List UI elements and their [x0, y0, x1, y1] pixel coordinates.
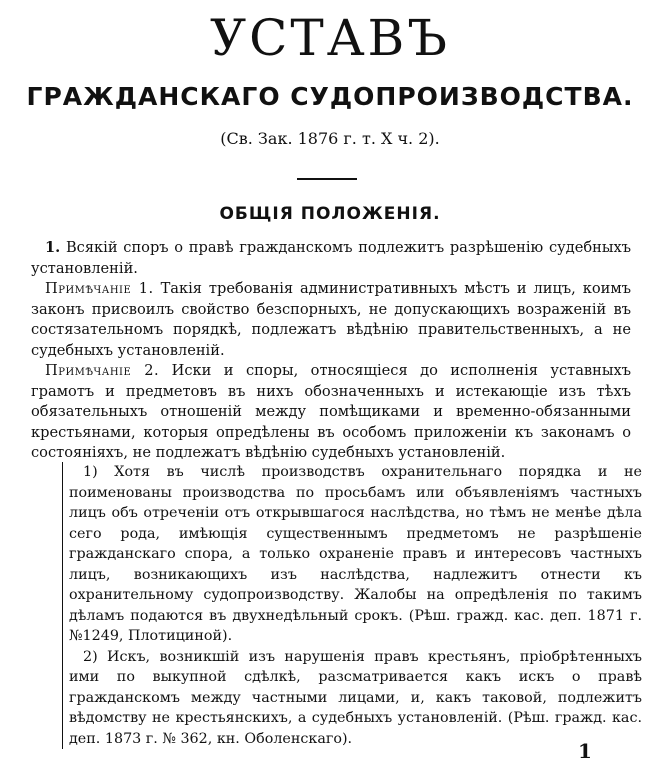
document-title: УСТАВЪ [209, 9, 451, 67]
commentary-block [62, 462, 642, 749]
note-text: Иски и споры, относящіеся до исполненія уставныхъ грамотъ и предметовъ въ нихъ обозначенныхъ и истекающіе изъ тѣхъ обязательныхъ отношеній между помѣщиками и временно-обязанными крестьянами, которыя опредѣлены въ особомъ приложеніи къ законамъ о состояніяхъ, не подлежатъ вѣдѣнію судебныхъ установленій. [31, 362, 632, 461]
section-heading: ОБЩІЯ ПОЛОЖЕНІЯ. [219, 204, 441, 224]
note-1 [31, 279, 631, 361]
article-1 [31, 238, 631, 279]
note-label: Примѣчаніе 1. [45, 280, 154, 297]
page-number: 1 [578, 739, 592, 763]
document-subtitle: ГРАЖДАНСКАГО СУДОПРОИЗВОДСТВА. [26, 82, 634, 111]
main-text [31, 238, 631, 464]
note-text: Такія требованія административныхъ мѣстъ и лицъ, коимъ законъ присвоилъ свойство безспорныхъ, не допускающихъ возраженій въ состязательномъ порядкѣ, подлежатъ вѣдѣнію правительственныхъ, а не судебныхъ установленій. [31, 280, 632, 359]
article-text: Всякій споръ о правѣ гражданскомъ подлежитъ разрѣшенію судебныхъ установленій. [31, 239, 631, 277]
legal-citation: (Св. Зак. 1876 г. т. X ч. 2). [220, 129, 440, 148]
commentary-item: 1) Хотя въ числѣ производствъ охранительнаго порядка и не поименованы производства по просьбамъ или объявленіямъ частныхъ лицъ объ отреченіи отъ открывшагося наслѣдства, но тѣмъ не менѣе дѣла сего рода, имѣющія существеннымъ предметомъ не разрѣшеніе гражданскаго спора, а только охраненіе правъ и интересовъ частныхъ лицъ, возникающихъ изъ наслѣдства, надлежитъ отнести къ охранительному судопроизводству. Жалобы на опредѣленія по такимъ дѣламъ подаются въ двухнедѣльный срокъ. (Рѣш. гражд. кас. деп. 1871 г. №1249, Плотициной). [69, 464, 642, 644]
commentary-item: 2) Искъ, возникшій изъ нарушенія правъ крестьянъ, пріобрѣтенныхъ ими по выкупной сдѣлкѣ, разсматривается какъ искъ о правѣ гражданскомъ между частными лицами, и, какъ таковой, подлежитъ вѣдомству не крестьянскихъ, а судебныхъ установленій. (Рѣш. гражд. кас. деп. 1873 г. № 362, кн. Оболенскаго). [69, 648, 642, 747]
note-2 [31, 361, 631, 464]
article-number: 1. [45, 239, 61, 256]
divider-rule [297, 178, 357, 180]
note-label: Примѣчаніе 2. [45, 362, 160, 379]
